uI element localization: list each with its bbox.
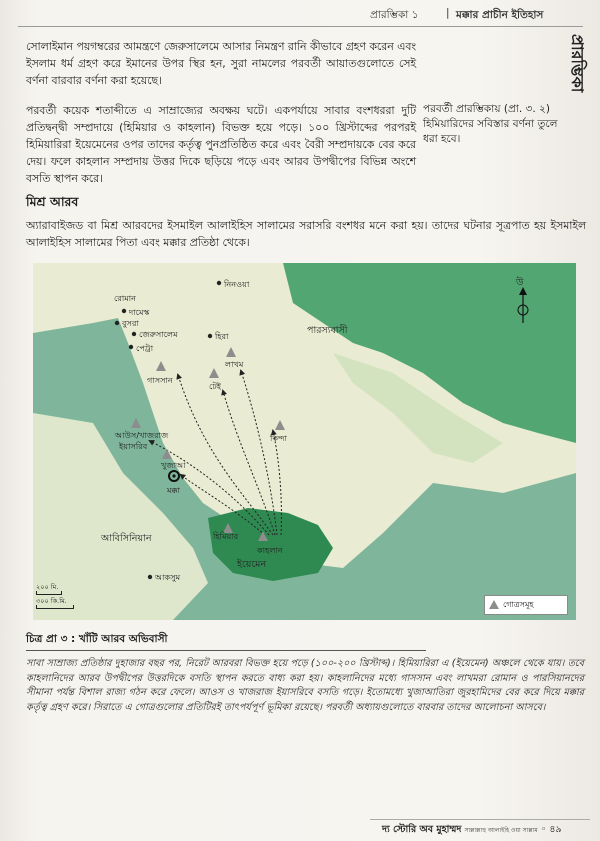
section-heading: মিশ্র আরব xyxy=(26,194,79,209)
scale-large-label: ৩০০ কি.মি. xyxy=(36,597,67,605)
label-abyssinians: আবিসিনিয়ান xyxy=(101,533,152,544)
dot-nineveh xyxy=(217,281,221,285)
paragraph-arabized-arabs: অ্যারাবাইজড বা মিশ্র আরবদের ইসমাইল আলাইহিস সালামের সরাসরি বংশধর মনে করা হয়। তাদের ঘটনার সূত্রপাত হয় ইসমাইল আলাইহিস সালামের পিতা এবং মক্কার প্রতিষ্ঠা থেকে। xyxy=(26,219,586,249)
footer-divider xyxy=(370,819,590,820)
label-petra: পেট্রা xyxy=(136,343,154,353)
footer-book-title: দ্য স্টোরি অব মুহাম্মদ xyxy=(382,824,462,835)
dot-jerusalem xyxy=(132,332,136,336)
label-jerusalem: জেরুসালেম xyxy=(139,329,178,339)
page-number-icon: ◦ xyxy=(540,824,547,835)
running-footer xyxy=(382,823,592,837)
map-legend xyxy=(484,595,568,615)
header-section-label: প্রারম্ভিকা ১ xyxy=(370,9,419,21)
caption-divider xyxy=(26,650,426,651)
migration-map xyxy=(33,263,576,620)
scale-small-label: ২০০ মি. xyxy=(36,583,59,591)
dot-busra xyxy=(115,321,119,325)
side-chapter-tab: প্রারম্ভিকা xyxy=(568,34,587,93)
label-kahlan: কাহলান xyxy=(257,545,283,555)
label-makkah: মক্কা xyxy=(167,485,180,495)
margin-note: পরবর্তী প্রারম্ভিকায় (প্রা. ৩. ২) হিমিয়ারিদের সবিস্তার বর্ণনা তুলে ধরা হবে। xyxy=(423,103,558,145)
page-number: ৪৯ xyxy=(549,824,562,835)
header-separator: | xyxy=(446,7,450,19)
dot-hira xyxy=(208,334,212,338)
label-roman: রোমান xyxy=(114,293,137,303)
label-aksum: আকসুম xyxy=(155,572,181,582)
tribe-legend-icon xyxy=(489,600,499,609)
label-yemen: ইয়েমেন xyxy=(237,559,267,570)
footer-subtitle: সাল্লাল্লাহু আলাইহি ওয়া সাল্লাম xyxy=(464,827,538,834)
scale-bar-large xyxy=(36,605,74,609)
north-label: উ xyxy=(516,277,524,288)
label-persians: পারস্যবাসী xyxy=(307,325,348,336)
dot-aksum xyxy=(148,575,152,579)
label-damascus: দামেস্ক xyxy=(129,307,150,317)
running-header xyxy=(360,2,600,24)
label-kinda: কিন্দা xyxy=(270,433,288,443)
legend-label: গোত্রসমূহ xyxy=(503,600,534,609)
header-chapter-title: মক্কার প্রাচীন ইতিহাস xyxy=(456,9,544,21)
label-lakhm: লাখম xyxy=(225,359,244,369)
scale-bar-small xyxy=(36,591,62,595)
label-ghassan: গাসসান xyxy=(147,375,173,385)
map-graphic xyxy=(33,263,576,620)
label-nineveh: নিনওয়া xyxy=(224,279,250,289)
label-khuzaa: খুজাআ xyxy=(161,460,186,470)
figure-caption: চিত্র প্রা ৩ : খাঁটি আরব অভিবাসী xyxy=(26,633,168,645)
dot-petra xyxy=(129,345,133,349)
header-divider xyxy=(18,26,583,27)
label-tayy: টেই xyxy=(209,381,222,391)
map-scale xyxy=(36,582,86,614)
figure-note: সাবা সাম্রাজ্য প্রতিষ্ঠার দুহাজার বছর পর, নিরেট আরবরা বিভক্ত হয়ে পড়ে (১০০-২০০ খ্রিস্টাব্দ)। হিমিয়ারিরা এ (ইয়েমেন) অঞ্চলে থেকে যায়। তবে কাহলানিদের আরব উপদ্বীপের উত্তরদিকে বসতি স্থাপন করতে বাধ্য করা হয়। কাহলানিদের মধ্যে গাসসান এবং লাখমরা রোমান ও পারসিয়ানদের সীমানা পর্যন্ত বিশাল রাজ্য গঠন করে ফেলে। আওস ও খাজরাজ ইয়াসরিবে বসতি গড়ে। ইতোমধ্যে খুজাআতিরা জুরহামিদের বের করে দিয়ে মক্কার কর্তৃত্ব গ্রহণ করে। সিরাতে এ গোত্রগুলোর প্রতিটিরই তাৎপর্যপূর্ণ ভূমিকা রয়েছে। পরবর্তী অধ্যায়গুলোতে বারবার তাদের আলোচনা আসবে। xyxy=(26,658,584,713)
paragraph-saba-decline: পরবর্তী কয়েক শতাব্দীতে এ সাম্রাজ্যের অবক্ষয় ঘটে। একপর্যায়ে সাবার বংশধররা দুটি প্রতিদ্বন্দ্বী সম্প্রদায়ে (হিমিয়ার ও কাহলান) বিভক্ত হয়ে পড়ে। ১০০ খ্রিস্টাব্দের পরপরই হিমিয়ারিরা ইয়েমেনের ওপর তাদের কর্তৃত্ব পুনপ্রতিষ্ঠিত করে এবং বৈরী সম্প্রদায়কে বের করে দেয়। ফলে কাহলান সম্প্রদায় উত্তর দিকে ছড়িয়ে পড়ে এবং আরব উপদ্বীপের বিভিন্ন অংশে বসতি স্থাপন করে। xyxy=(26,104,416,185)
dot-damascus xyxy=(122,309,126,313)
label-yathrib: ইয়াসরিব xyxy=(119,441,148,451)
label-aws-khazraj: আউস/খাজরাজ xyxy=(115,430,169,440)
label-busra: বুসরা xyxy=(122,318,139,328)
label-hira: হিরা xyxy=(215,331,229,341)
paragraph-queen-sheba: সোলাইমান পয়গম্বরের আমন্ত্রণে জেরুসালেমে আসার নিমন্ত্রণ রানি কীভাবে গ্রহণ করেন এবং ইসলাম ধর্ম গ্রহণ করে ইমানের উপর স্থির হন, সুরা নামলের পরবর্তী আয়াতগুলোতে সেই বর্ণনা বারবার বর্ণনা করা হয়েছে। xyxy=(26,40,416,87)
label-himyar: হিমিয়ার xyxy=(213,531,239,541)
